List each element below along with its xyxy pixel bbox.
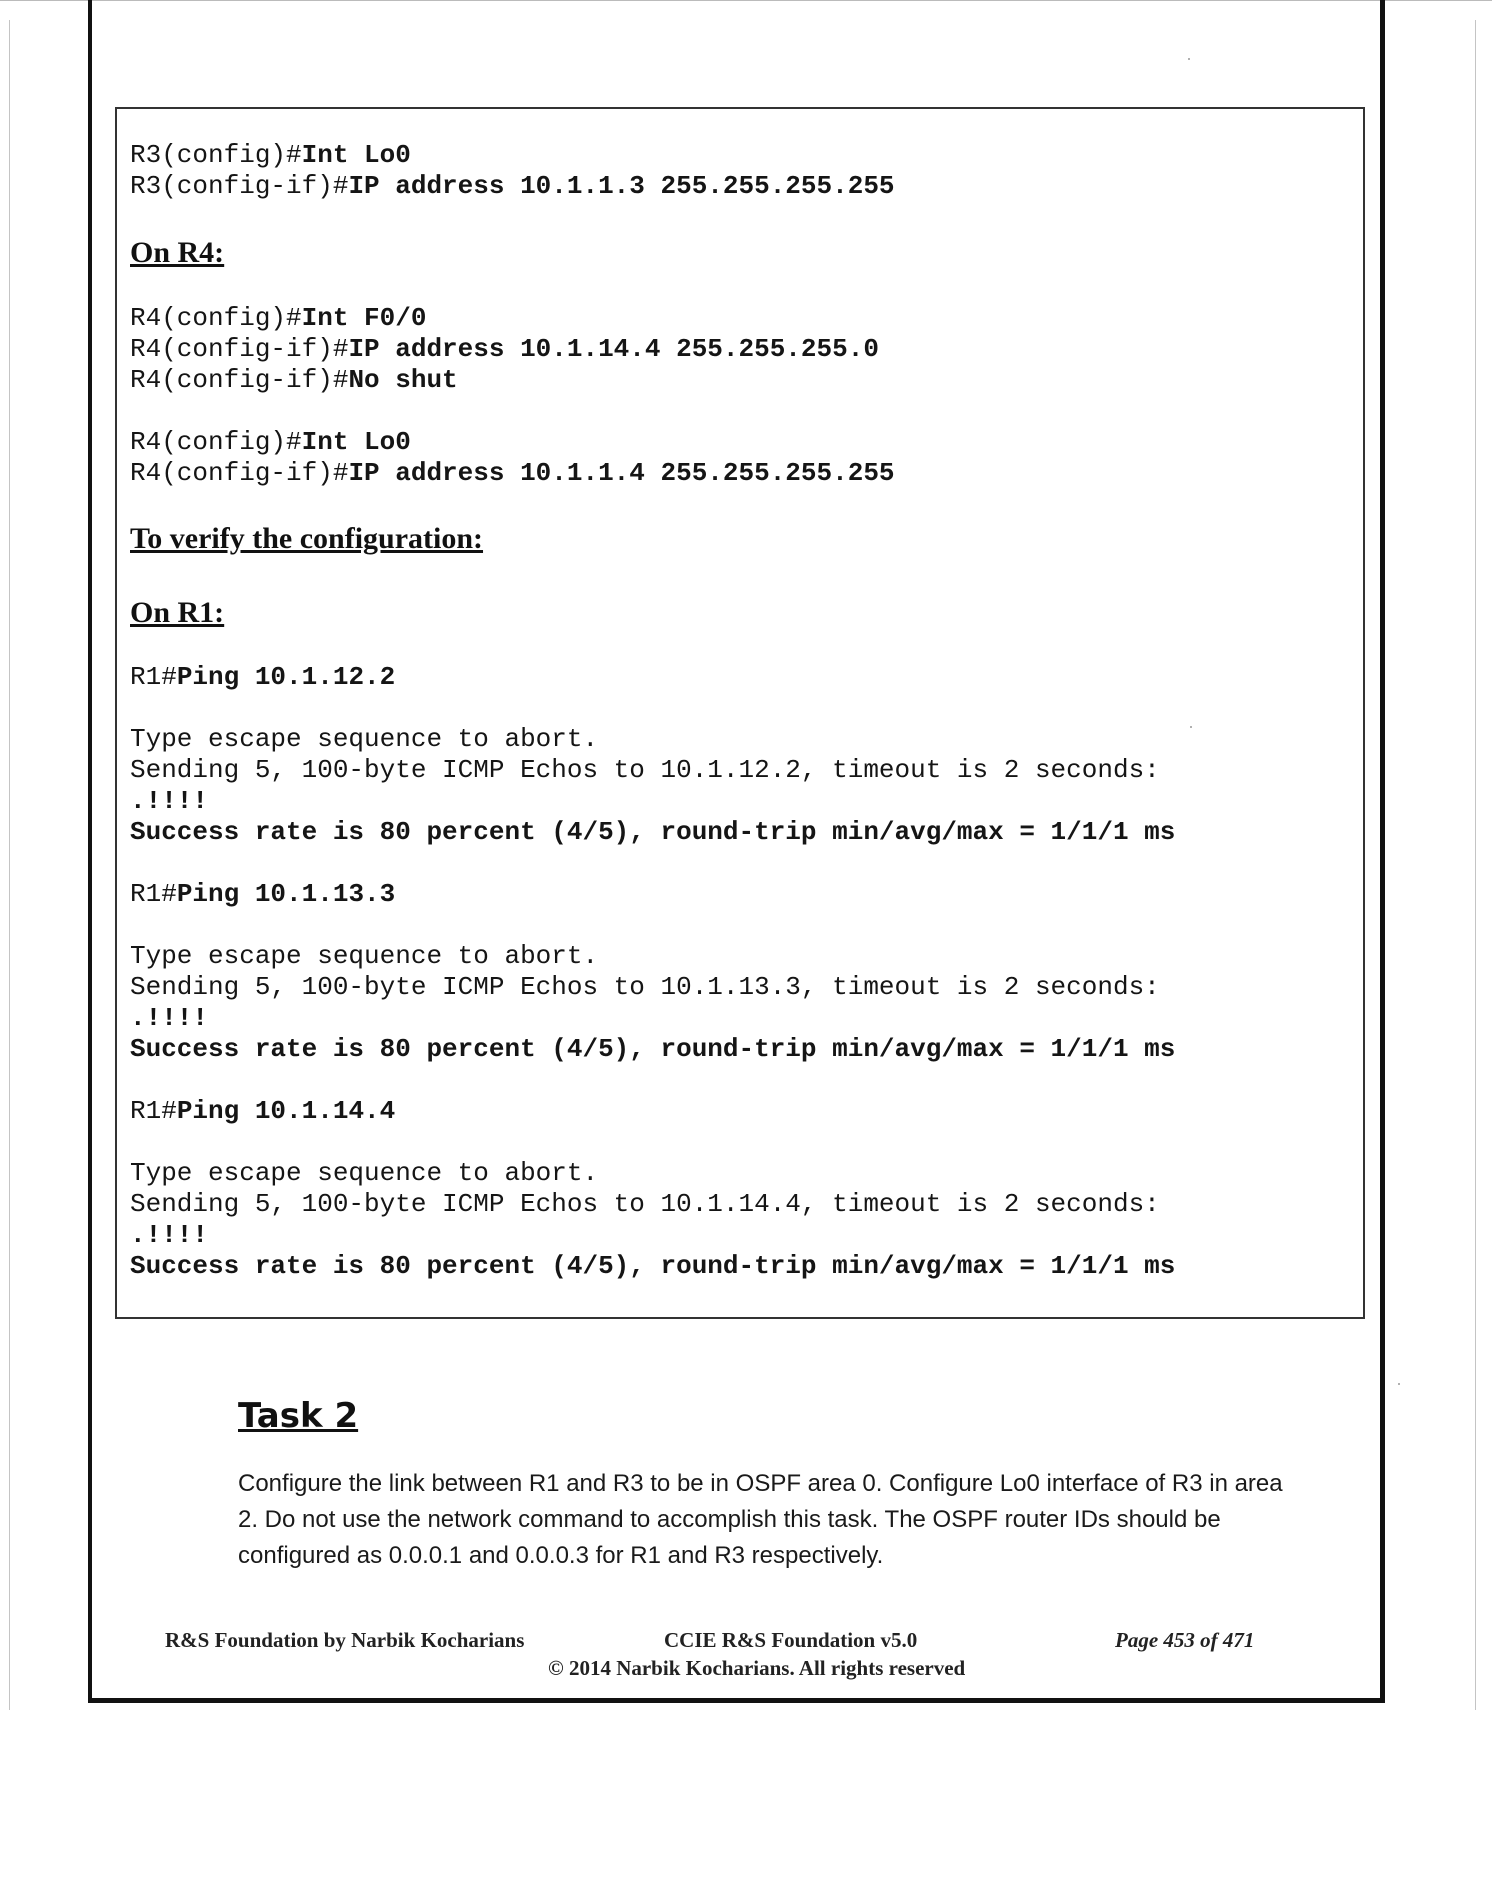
footer-copyright: © 2014 Narbik Kocharians. All rights reserved [548, 1656, 966, 1680]
heading-verify: To verify the configuration: [130, 522, 484, 555]
ping-sending: Sending 5, 100-byte ICMP Echos to 10.1.13.3, timeout is 2 seconds: [130, 972, 1160, 1002]
scan-speck [1190, 726, 1192, 728]
task-body: Configure the link between R1 and R3 to be in OSPF area 0. Configure Lo0 interface of R3 in area 2. Do not use the network command to accomplish this task. The OSPF router IDs should be configured as 0.0.0.1 and 0.0.0.3 for R1 and R3 respectively. [238, 1470, 1283, 1569]
ping-result: .!!!! [130, 786, 209, 816]
ping-success: Success rate is 80 percent (4/5), round-trip min/avg/max = 1/1/1 ms [130, 1034, 1176, 1064]
heading-on-r1: On R1: [130, 596, 225, 629]
heading-on-r4: On R4: [130, 236, 225, 269]
code-line: R4(config)#Int F0/0 [130, 303, 427, 333]
ping-result: .!!!! [130, 1003, 209, 1033]
code-block [115, 107, 1365, 1319]
scan-speck [1398, 1383, 1400, 1385]
scan-edge-left [9, 20, 10, 1710]
scan-speck [1188, 58, 1190, 60]
ping-success: Success rate is 80 percent (4/5), round-trip min/avg/max = 1/1/1 ms [130, 817, 1176, 847]
ping-success: Success rate is 80 percent (4/5), round-trip min/avg/max = 1/1/1 ms [130, 1251, 1176, 1281]
footer-page-number: Page 453 of 471 [1115, 1628, 1255, 1652]
code-line: R4(config)#Int Lo0 [130, 427, 411, 457]
ping-command: R1#Ping 10.1.13.3 [130, 879, 396, 909]
code-line: R3(config-if)#IP address 10.1.1.3 255.255.255.255 [130, 171, 895, 201]
task-title: Task 2 [238, 1396, 359, 1436]
ping-command: R1#Ping 10.1.14.4 [130, 1096, 396, 1126]
ping-result: .!!!! [130, 1220, 209, 1250]
ping-command: R1#Ping 10.1.12.2 [130, 662, 396, 692]
code-line: R4(config-if)#IP address 10.1.1.4 255.255.255.255 [130, 458, 895, 488]
ping-escape: Type escape sequence to abort. [130, 724, 599, 754]
ping-sending: Sending 5, 100-byte ICMP Echos to 10.1.14.4, timeout is 2 seconds: [130, 1189, 1160, 1219]
footer-left: R&S Foundation by Narbik Kocharians [165, 1628, 525, 1652]
scan-edge-right [1475, 20, 1476, 1710]
code-line: R4(config-if)#No shut [130, 365, 458, 395]
ping-escape: Type escape sequence to abort. [130, 941, 599, 971]
ping-escape: Type escape sequence to abort. [130, 1158, 599, 1188]
footer-center: CCIE R&S Foundation v5.0 [664, 1628, 918, 1652]
ping-sending: Sending 5, 100-byte ICMP Echos to 10.1.12.2, timeout is 2 seconds: [130, 755, 1160, 785]
code-line: R4(config-if)#IP address 10.1.14.4 255.255.255.0 [130, 334, 879, 364]
code-line: R3(config)#Int Lo0 [130, 140, 411, 170]
